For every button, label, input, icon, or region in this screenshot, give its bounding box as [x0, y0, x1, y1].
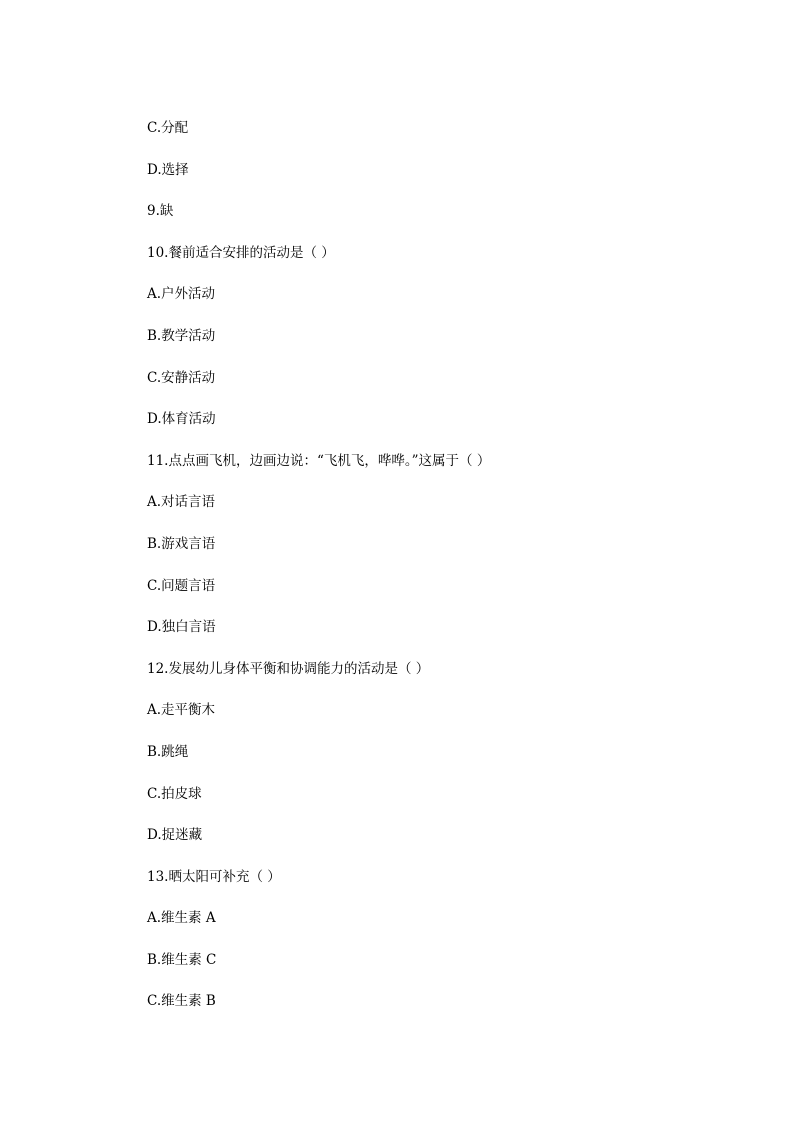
option-line: D.选择 [147, 161, 189, 178]
question-line: 12.发展幼儿身体平衡和协调能力的活动是（ ） [147, 660, 430, 677]
question-line: 13.晒太阳可补充（ ） [147, 868, 281, 885]
option-line: A.户外活动 [147, 286, 216, 303]
option-line: A.维生素 A [147, 910, 216, 927]
option-line: D.捉迷藏 [147, 827, 203, 844]
question-line: 11.点点画飞机，边画边说：“飞机飞，哗哗。”这属于（ ） [147, 452, 491, 469]
option-line: C.安静活动 [147, 369, 216, 386]
question-line: 10.餐前适合安排的活动是（ ） [147, 244, 335, 261]
option-line: C.问题言语 [147, 577, 216, 594]
option-line: C.拍皮球 [147, 785, 202, 802]
option-line: B.维生素 C [147, 951, 217, 968]
option-line: B.教学活动 [147, 327, 216, 344]
option-line: A.走平衡木 [147, 702, 216, 719]
option-line: B.跳绳 [147, 743, 189, 760]
option-line: C.分配 [147, 120, 189, 136]
question-line: 9.缺 [147, 203, 174, 220]
option-line: C.维生素 B [147, 993, 216, 1010]
option-line: A.对话言语 [147, 494, 216, 511]
question-list [147, 119, 490, 1034]
option-line: D.体育活动 [147, 411, 216, 428]
option-line: D.独白言语 [147, 619, 216, 636]
option-line: B.游戏言语 [147, 535, 216, 552]
